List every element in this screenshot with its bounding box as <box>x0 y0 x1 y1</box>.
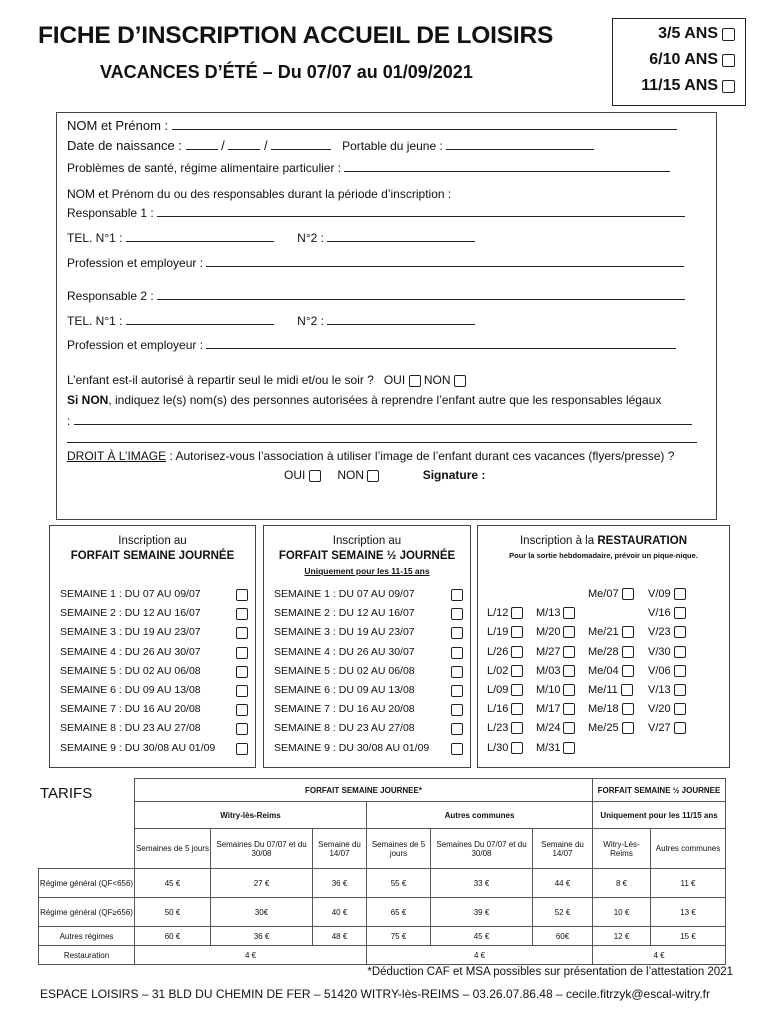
restauration-day <box>487 703 523 715</box>
age-label: 11/15 ANS <box>641 77 718 94</box>
tarif-subheader: Semaines Du 07/07 et du 30/08 <box>211 829 313 869</box>
day-label: Me/18 <box>588 703 619 716</box>
resp1-field[interactable] <box>157 205 685 217</box>
tarif-header-autres: Autres communes <box>367 802 593 829</box>
leave-alone-question: L’enfant est-il autorisé à repartir seul le midi et/ou le soir ? <box>67 373 374 387</box>
name-label: NOM et Prénom : <box>67 118 169 133</box>
tarif-cell: 30€ <box>211 898 313 927</box>
health-row <box>67 160 670 175</box>
day-checkbox[interactable] <box>674 703 686 715</box>
colon: : <box>67 414 71 428</box>
mobile-label: Portable du jeune : <box>342 139 443 153</box>
restauration-day <box>536 665 575 677</box>
day-checkbox[interactable] <box>674 646 686 658</box>
profession-label: Profession et employeur : <box>67 256 204 270</box>
day-checkbox[interactable] <box>511 703 523 715</box>
image-rights-row <box>67 449 674 463</box>
leave-alone-yes-checkbox[interactable] <box>409 375 421 387</box>
restauration-day <box>536 722 575 734</box>
col1-heading-line1: Inscription au <box>118 535 187 547</box>
image-rights-answer-row <box>284 468 485 482</box>
week-checkbox[interactable] <box>236 627 248 639</box>
restauration-day <box>588 646 634 658</box>
restauration-day <box>648 626 686 638</box>
resp2-tel-row <box>67 313 475 328</box>
day-checkbox[interactable] <box>511 626 523 638</box>
restauration-day <box>648 646 686 658</box>
col2-heading-line3: Uniquement pour les 11-15 ans <box>304 566 430 576</box>
age-label: 3/5 ANS <box>658 25 718 42</box>
day-checkbox[interactable] <box>563 626 575 638</box>
restauration-day <box>648 684 686 696</box>
tarif-cell: 44 € <box>533 869 593 898</box>
week-checkbox[interactable] <box>236 743 248 755</box>
day-label: Me/28 <box>588 645 619 658</box>
resp2-field[interactable] <box>157 288 685 300</box>
day-checkbox[interactable] <box>563 646 575 658</box>
day-label: V/06 <box>648 664 671 677</box>
week-label: SEMAINE 6 : DU 09 AU 13/08 <box>274 684 415 696</box>
resp2-tel1-field[interactable] <box>126 313 274 325</box>
col1-heading-line2: FORFAIT SEMAINE JOURNÉE <box>70 550 235 562</box>
day-checkbox[interactable] <box>563 665 575 677</box>
day-checkbox[interactable] <box>674 722 686 734</box>
resp1-profession-row <box>67 255 684 270</box>
health-field[interactable] <box>344 160 670 172</box>
yes-label: OUI <box>383 373 406 387</box>
day-label: Me/11 <box>588 684 618 696</box>
week-checkbox[interactable] <box>236 589 248 601</box>
day-checkbox[interactable] <box>622 703 634 715</box>
age-group-box <box>612 18 746 106</box>
day-label: L/19 <box>487 626 509 639</box>
resp1-tel1-field[interactable] <box>126 230 274 242</box>
restauration-day <box>487 607 523 619</box>
tarif-subheader: Semaine du 14/07 <box>313 829 367 869</box>
restauration-day <box>536 607 575 619</box>
week-label: SEMAINE 9 : DU 30/08 AU 01/09 <box>274 741 430 754</box>
day-label: L/26 <box>487 645 509 658</box>
week-label: SEMAINE 5 : DU 02 AU 06/08 <box>60 664 201 677</box>
authorized-persons-field[interactable] <box>74 413 692 425</box>
day-label: V/23 <box>648 626 671 639</box>
week-label: SEMAINE 9 : DU 30/08 AU 01/09 <box>60 741 216 754</box>
day-label: L/09 <box>487 684 509 696</box>
restauration-day <box>487 684 523 696</box>
day-label: M/10 <box>536 684 561 696</box>
tarif-cell: 4 € <box>367 946 593 965</box>
tarif-cell: 27 € <box>211 869 313 898</box>
tarif-row-label: Autres régimes <box>39 927 135 946</box>
tarif-cell: 75 € <box>367 927 431 946</box>
no-label: NON <box>423 373 451 387</box>
restauration-day <box>648 722 686 734</box>
restauration-day <box>536 742 575 754</box>
tarif-header-journee: FORFAIT SEMAINE JOURNEE* <box>135 779 593 802</box>
empty-cell <box>39 779 135 802</box>
tarif-cell: 55 € <box>367 869 431 898</box>
tarif-cell: 40 € <box>313 898 367 927</box>
tarif-cell: 13 € <box>651 898 726 927</box>
restauration-day <box>588 684 633 696</box>
tarif-cell: 10 € <box>593 898 651 927</box>
day-checkbox[interactable] <box>511 684 523 696</box>
age-option-3-5 <box>658 25 735 43</box>
image-rights-question: : Autorisez-vous l’association à utiliser l’image de l’enfant durant ces vacances (flyers/presse) ? <box>166 449 675 463</box>
profession-label: Profession et employeur : <box>67 338 204 352</box>
day-label: Me/25 <box>588 722 619 735</box>
tarif-cell: 48 € <box>313 927 367 946</box>
tarif-header-demi: FORFAIT SEMAINE ½ JOURNEE <box>593 779 726 802</box>
restauration-day <box>648 665 686 677</box>
restauration-day <box>536 646 575 658</box>
restauration-day <box>487 665 523 677</box>
week-label: SEMAINE 1 : DU 07 AU 09/07 <box>274 588 415 600</box>
day-label: M/03 <box>536 664 561 677</box>
week-label: SEMAINE 1 : DU 07 AU 09/07 <box>60 588 201 600</box>
name-field[interactable] <box>172 118 677 130</box>
day-checkbox[interactable] <box>563 607 575 619</box>
week-checkbox[interactable] <box>451 704 463 716</box>
restauration-day <box>487 742 523 754</box>
day-checkbox[interactable] <box>674 607 686 619</box>
si-non-text: , indiquez le(s) nom(s) des personnes autorisées à reprendre l’enfant autre que les responsables légaux <box>108 393 662 407</box>
day-checkbox[interactable] <box>622 646 634 658</box>
leave-alone-row <box>67 373 466 387</box>
day-label: L/02 <box>487 664 509 677</box>
day-checkbox[interactable] <box>563 722 575 734</box>
week-label: SEMAINE 7 : DU 16 AU 20/08 <box>274 703 415 716</box>
age-checkbox[interactable] <box>722 54 735 67</box>
restauration-day <box>648 607 686 619</box>
yes-label: OUI <box>284 468 306 482</box>
week-checkbox[interactable] <box>236 647 248 659</box>
tarif-subheader: Autres communes <box>651 829 726 869</box>
day-label: M/24 <box>536 722 561 735</box>
birth-year-field[interactable] <box>271 138 331 150</box>
week-checkbox[interactable] <box>236 704 248 716</box>
day-checkbox[interactable] <box>622 588 634 600</box>
day-checkbox[interactable] <box>674 588 686 600</box>
tel2-label: N°2 : <box>297 231 324 245</box>
week-checkbox[interactable] <box>236 608 248 620</box>
day-label: M/20 <box>536 626 561 639</box>
age-option-11-15 <box>641 77 735 95</box>
week-checkbox[interactable] <box>451 627 463 639</box>
name-row <box>67 118 677 133</box>
day-label: L/30 <box>487 741 509 754</box>
restauration-day <box>536 684 575 696</box>
day-checkbox[interactable] <box>511 646 523 658</box>
tel2-label: N°2 : <box>297 314 324 328</box>
day-label: Me/21 <box>588 626 619 639</box>
day-checkbox[interactable] <box>674 684 686 696</box>
age-checkbox[interactable] <box>722 28 735 41</box>
image-rights-no-checkbox[interactable] <box>367 470 379 482</box>
tarif-cell: 4 € <box>135 946 367 965</box>
week-label: SEMAINE 3 : DU 19 AU 23/07 <box>60 626 201 639</box>
age-option-6-10 <box>649 51 735 69</box>
resp2-row <box>67 288 685 303</box>
responsables-intro: NOM et Prénom du ou des responsables durant la période d’inscription : <box>67 187 452 201</box>
tarif-cell: 60 € <box>135 927 211 946</box>
day-label: Me/04 <box>588 664 619 677</box>
resp2-tel2-field[interactable] <box>327 313 475 325</box>
restauration-day <box>588 665 634 677</box>
week-label: SEMAINE 2 : DU 12 AU 16/07 <box>274 607 415 620</box>
mobile-field[interactable] <box>446 138 594 150</box>
tel1-label: TEL. N°1 : <box>67 314 123 328</box>
age-label: 6/10 ANS <box>649 51 718 68</box>
no-label: NON <box>337 468 365 482</box>
day-checkbox[interactable] <box>563 684 575 696</box>
restauration-day <box>588 588 634 600</box>
empty-cell <box>39 829 135 869</box>
week-checkbox[interactable] <box>451 608 463 620</box>
birth-row: Date de naissance : / / Portable du jeune : <box>67 138 594 153</box>
tarif-cell: 15 € <box>651 927 726 946</box>
tarif-cell: 52 € <box>533 898 593 927</box>
week-label: SEMAINE 6 : DU 09 AU 13/08 <box>60 684 201 696</box>
day-label: M/13 <box>536 607 561 620</box>
age-checkbox[interactable] <box>722 80 735 93</box>
tarif-subheader: Semaine du 14/07 <box>533 829 593 869</box>
week-checkbox[interactable] <box>451 589 463 601</box>
tarif-cell: 4 € <box>593 946 726 965</box>
resp1-tel2-field[interactable] <box>327 230 475 242</box>
signature-label: Signature : <box>422 468 486 482</box>
week-label: SEMAINE 4 : DU 26 AU 30/07 <box>60 645 201 658</box>
week-checkbox[interactable] <box>451 723 463 735</box>
day-label: V/30 <box>648 645 671 658</box>
resp1-row <box>67 205 685 220</box>
day-label: Me/07 <box>588 588 619 600</box>
week-checkbox[interactable] <box>236 666 248 678</box>
resp1-profession-field[interactable] <box>206 255 684 267</box>
tarif-cell: 39 € <box>431 898 533 927</box>
day-label: V/09 <box>648 588 671 600</box>
authorized-persons-line2[interactable] <box>67 442 697 443</box>
day-label: V/13 <box>648 684 671 696</box>
col2-heading-line2: FORFAIT SEMAINE ½ JOURNÉE <box>278 550 456 562</box>
day-label: M/17 <box>536 703 561 716</box>
authorized-persons-line1 <box>67 413 692 428</box>
tarif-subheader: Witry-Lès-Reims <box>593 829 651 869</box>
week-label: SEMAINE 5 : DU 02 AU 06/08 <box>274 664 415 677</box>
day-checkbox[interactable] <box>511 722 523 734</box>
restauration-day <box>536 703 575 715</box>
si-non-label: Si NON <box>67 393 109 407</box>
week-label: SEMAINE 4 : DU 26 AU 30/07 <box>274 645 415 658</box>
birth-day-field[interactable] <box>186 138 218 150</box>
tarifs-table <box>38 778 726 965</box>
week-checkbox[interactable] <box>451 685 463 697</box>
tarif-subheader: Semaines de 5 jours <box>135 829 211 869</box>
week-checkbox[interactable] <box>451 647 463 659</box>
resp2-profession-field[interactable] <box>206 337 676 349</box>
day-checkbox[interactable] <box>674 665 686 677</box>
tarif-cell: 45 € <box>135 869 211 898</box>
day-checkbox[interactable] <box>674 626 686 638</box>
week-label: SEMAINE 8 : DU 23 AU 27/08 <box>274 722 415 735</box>
day-checkbox[interactable] <box>563 703 575 715</box>
form-subtitle: VACANCES D’ÉTÉ – Du 07/07 au 01/09/2021 <box>100 62 473 82</box>
restauration-day <box>487 722 523 734</box>
restauration-day <box>487 626 523 638</box>
restauration-day <box>588 626 634 638</box>
form-title: FICHE D’INSCRIPTION ACCUEIL DE LOISIRS <box>38 22 554 49</box>
image-rights-yes-checkbox[interactable] <box>309 470 321 482</box>
day-checkbox[interactable] <box>511 665 523 677</box>
tarif-cell: 8 € <box>593 869 651 898</box>
day-label: M/31 <box>536 741 561 754</box>
tel1-label: TEL. N°1 : <box>67 231 123 245</box>
tarif-cell: 12 € <box>593 927 651 946</box>
tarif-subheader: Semaines Du 07/07 et du 30/08 <box>431 829 533 869</box>
tarif-row-label: Régime général (QF≥656) <box>39 898 135 927</box>
tarif-header-witry: Witry-lès-Reims <box>135 802 367 829</box>
tarifs-label: TARIFS <box>40 785 93 802</box>
tarif-cell: 50 € <box>135 898 211 927</box>
restauration-day <box>536 626 575 638</box>
day-checkbox[interactable] <box>511 607 523 619</box>
tarif-cell: 11 € <box>651 869 726 898</box>
day-label: L/23 <box>487 722 509 735</box>
resp1-label: Responsable 1 : <box>67 206 154 220</box>
resp1-tel-row <box>67 230 475 245</box>
tarif-row-label: Régime général (QF<656) <box>39 869 135 898</box>
tarif-row-label: Restauration <box>39 946 135 965</box>
week-label: SEMAINE 3 : DU 19 AU 23/07 <box>274 626 415 639</box>
empty-cell <box>39 802 135 829</box>
week-checkbox[interactable] <box>451 743 463 755</box>
restauration-day <box>588 703 634 715</box>
day-label: V/16 <box>648 607 671 620</box>
day-label: V/20 <box>648 703 671 716</box>
week-checkbox[interactable] <box>236 723 248 735</box>
col3-heading-line2: Pour la sortie hebdomadaire, prévoir un pique-nique. <box>509 551 698 560</box>
leave-alone-no-checkbox[interactable] <box>454 375 466 387</box>
tarif-cell: 65 € <box>367 898 431 927</box>
restauration-day <box>648 703 686 715</box>
authorized-persons-row <box>67 393 661 407</box>
health-label: Problèmes de santé, régime alimentaire particulier : <box>67 161 342 175</box>
week-checkbox[interactable] <box>451 666 463 678</box>
day-checkbox[interactable] <box>622 665 634 677</box>
day-checkbox[interactable] <box>622 722 634 734</box>
tarif-cell: 33 € <box>431 869 533 898</box>
week-label: SEMAINE 7 : DU 16 AU 20/08 <box>60 703 201 716</box>
restauration-day <box>648 588 686 600</box>
week-checkbox[interactable] <box>236 685 248 697</box>
footer-address: ESPACE LOISIRS – 31 BLD DU CHEMIN DE FER – 51420 WITRY-lès-REIMS – 03.26.07.86.48 – cecile.fitrzyk@escal-witry.fr <box>40 987 710 1001</box>
resp2-label: Responsable 2 : <box>67 289 154 303</box>
tarif-subheader: Semaines de 5 jours <box>367 829 431 869</box>
tarif-cell: 36 € <box>211 927 313 946</box>
day-checkbox[interactable] <box>511 742 523 754</box>
day-label: V/27 <box>648 722 671 735</box>
restauration-day <box>588 722 634 734</box>
image-rights-label: DROIT À L’IMAGE <box>67 449 167 463</box>
day-label: L/16 <box>487 703 509 716</box>
week-label: SEMAINE 2 : DU 12 AU 16/07 <box>60 607 201 620</box>
tarif-header-uniquement: Uniquement pour les 11/15 ans <box>593 802 726 829</box>
day-checkbox[interactable] <box>622 626 634 638</box>
day-checkbox[interactable] <box>621 684 633 696</box>
day-label: L/12 <box>487 607 509 620</box>
tarif-cell: 45 € <box>431 927 533 946</box>
restauration-day <box>487 646 523 658</box>
tarif-cell: 36 € <box>313 869 367 898</box>
col3-heading-line1: Inscription à la RESTAURATION <box>519 535 687 547</box>
day-label: M/27 <box>536 645 561 658</box>
birthdate-label: Date de naissance : <box>67 138 182 153</box>
birth-month-field[interactable] <box>228 138 260 150</box>
tarif-cell: 60€ <box>533 927 593 946</box>
day-checkbox[interactable] <box>563 742 575 754</box>
col2-heading-line1: Inscription au <box>332 535 402 547</box>
footnote: *Déduction CAF et MSA possibles sur présentation de l’attestation 2021 <box>367 966 733 978</box>
resp2-profession-row <box>67 337 676 352</box>
week-label: SEMAINE 8 : DU 23 AU 27/08 <box>60 722 201 735</box>
